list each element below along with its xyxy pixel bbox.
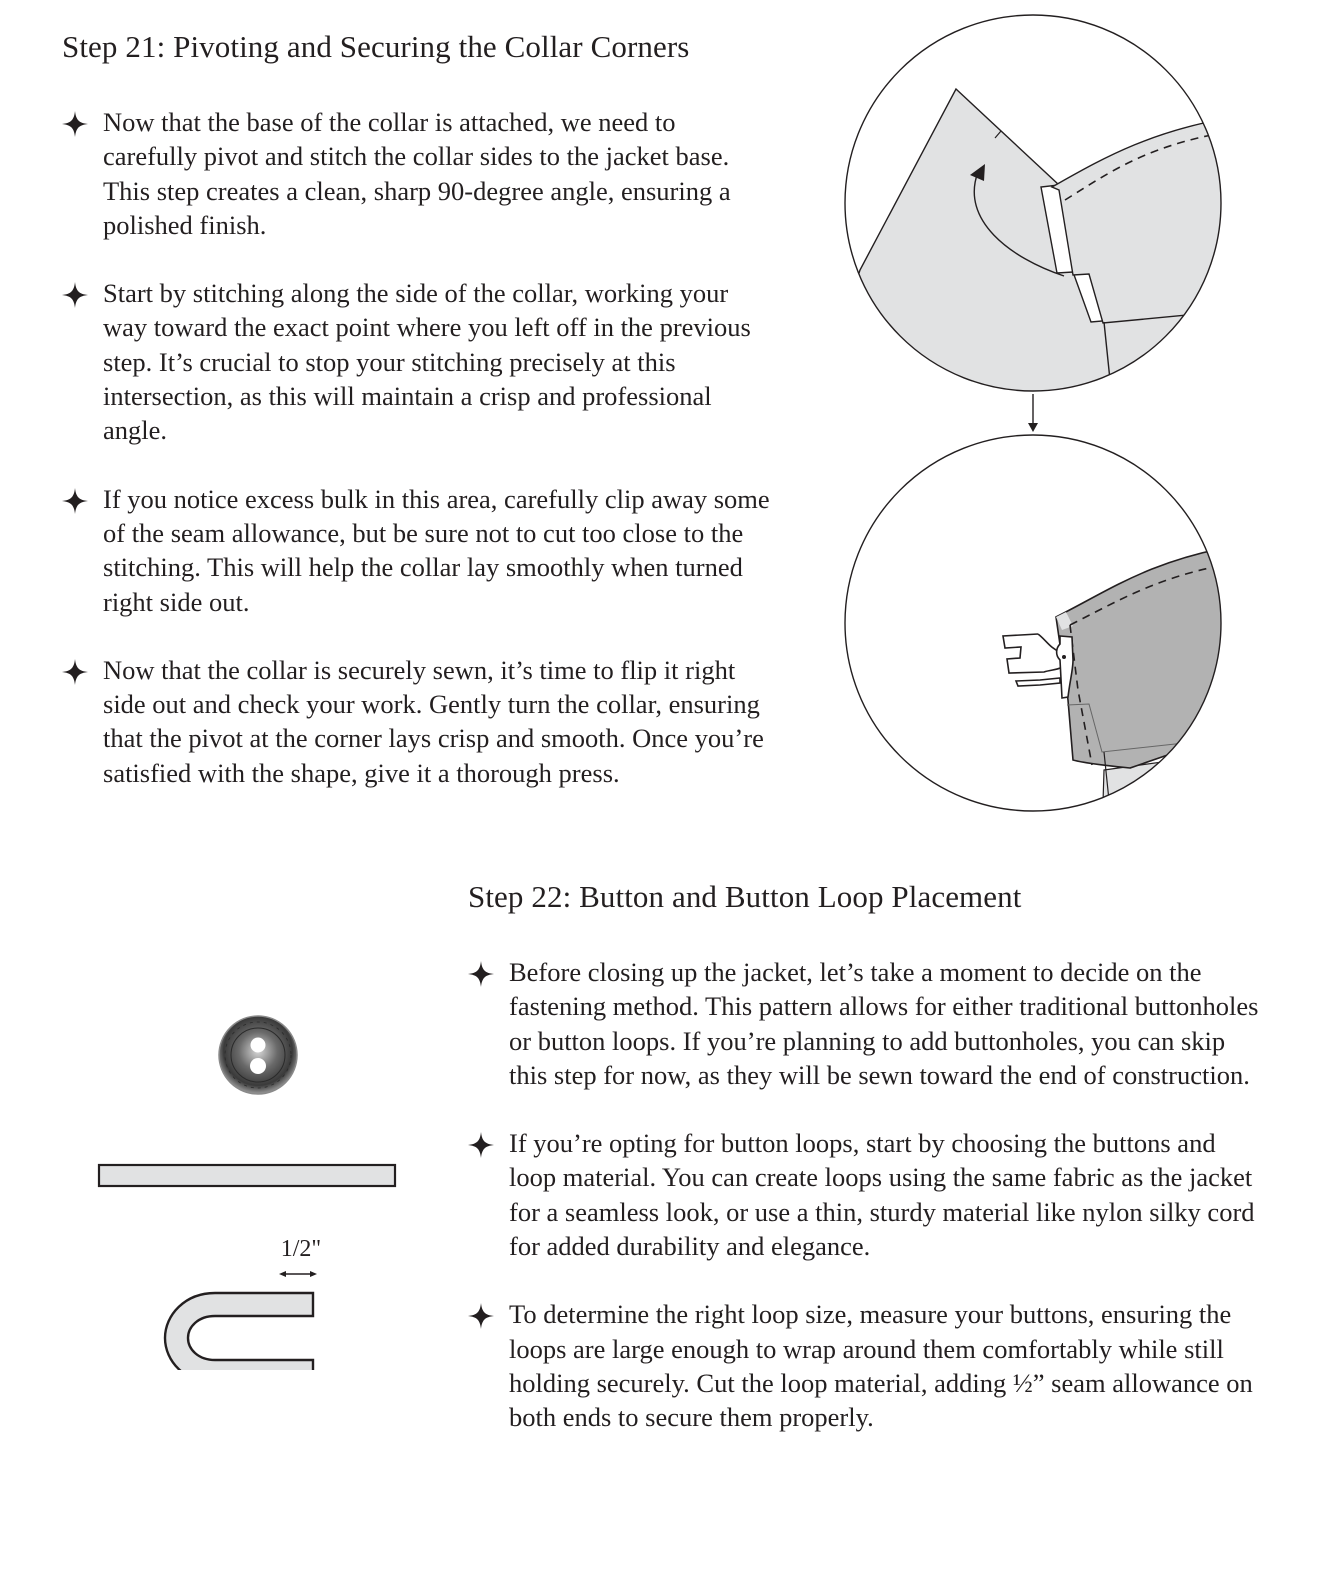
bullet-text: To determine the right loop size, measure your buttons, ensuring the loops are large enough to wrap around them comfortably while still holding securely. Cut the loop material, adding ½” seam allowance on both ends to secure them properly. bbox=[509, 1299, 1253, 1433]
list-item bbox=[60, 105, 775, 242]
bullet-text: If you’re opting for button loops, start by choosing the buttons and loop material. You can create loops using the same fabric as the jacket for a seamless look, or use a thin, sturdy material like nylon silky cord for added durability and elegance. bbox=[509, 1128, 1255, 1262]
button-loop-diagram bbox=[80, 1000, 420, 1370]
bullet-text: If you notice excess bulk in this area, carefully clip away some of the seam allowance, but be sure not to cut too close to the stitching. This will help the collar lay smoothly when turned right side out. bbox=[103, 483, 770, 617]
list-item bbox=[60, 653, 775, 790]
bullet-text: Start by stitching along the side of the collar, working your way toward the exact point where you left off in the previous step. It’s crucial to stop your stitching precisely at this intersection, as this will maintain a crisp and professional angle. bbox=[103, 278, 751, 446]
collar-pivot-illustration bbox=[830, 15, 1240, 470]
step-21-title: Step 21: Pivoting and Securing the Collar Corners bbox=[62, 29, 690, 64]
four-point-star-icon bbox=[60, 486, 90, 516]
button-icon bbox=[219, 1016, 297, 1094]
list-item bbox=[466, 955, 1266, 1092]
four-point-star-icon bbox=[466, 1301, 496, 1331]
list-item bbox=[60, 276, 775, 447]
bullet-text: Now that the base of the collar is attached, we need to carefully pivot and stitch the collar sides to the jacket base. This step creates a clean, sharp 90-degree angle, ensuring a polished finish. bbox=[103, 107, 731, 240]
folded-loop bbox=[165, 1293, 313, 1370]
list-item bbox=[466, 1297, 1266, 1434]
step-22-title: Step 22: Button and Button Loop Placement bbox=[468, 879, 1022, 914]
step-21-bullet-list bbox=[60, 105, 775, 790]
bullet-text: Before closing up the jacket, let’s take a moment to decide on the fastening method. This pattern allows for either traditional buttonholes or button loops. If you’re planning to add buttonholes, you can skip this step for now, as they will be sewn toward the end of construction. bbox=[509, 957, 1259, 1090]
measurement-label: 1/2" bbox=[280, 1236, 322, 1262]
four-point-star-icon bbox=[60, 280, 90, 310]
double-arrow-icon bbox=[279, 1271, 317, 1277]
four-point-star-icon bbox=[466, 1130, 496, 1160]
bullet-text: Now that the collar is securely sewn, it’s time to flip it right side out and check your work. Gently turn the collar, ensuring that the pivot at the corner lays crisp and smooth. Once you’re satisfied with the shape, give it a thorough press. bbox=[103, 654, 764, 788]
list-item bbox=[466, 1126, 1266, 1263]
four-point-star-icon bbox=[60, 109, 90, 139]
loop-strip bbox=[99, 1165, 395, 1186]
four-point-star-icon bbox=[60, 657, 90, 687]
collar-illustrations bbox=[830, 0, 1240, 830]
list-item bbox=[60, 482, 775, 619]
arrow-down-icon bbox=[1028, 423, 1038, 432]
collar-sewing-illustration bbox=[845, 435, 1240, 830]
step-22-bullet-list bbox=[466, 955, 1266, 1435]
four-point-star-icon bbox=[466, 959, 496, 989]
